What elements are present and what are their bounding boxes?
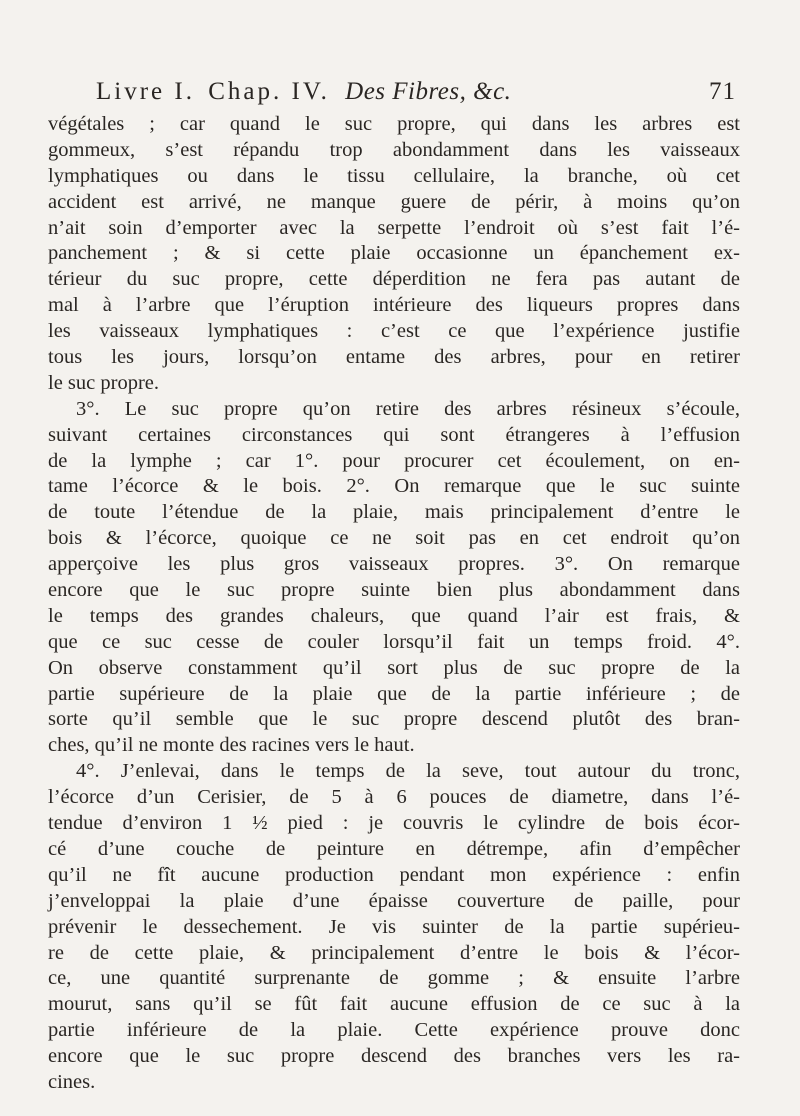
text-line: prévenir le dessechement. Je vis suinter de la partie supérieu-	[48, 915, 740, 938]
text-line: lymphatiques ou dans le tissu cellulaire, la branche, où cet	[48, 164, 740, 187]
text-line: le temps des grandes chaleurs, que quand l’air est frais, &	[48, 604, 740, 627]
text-line: suivant certaines circonstances qui sont étrangeres à l’effusion	[48, 423, 740, 446]
page-number: 71	[709, 78, 736, 105]
text-line: de toute l’étendue de la plaie, mais principalement d’entre le	[48, 501, 740, 524]
text-line: les vaisseaux lymphatiques : c’est ce que l’expérience justifie	[48, 320, 740, 343]
text-line: mal à l’arbre que l’éruption intérieure des liqueurs propres dans	[48, 294, 740, 317]
text-line: mourut, sans qu’il se fût fait aucune effusion de ce suc à la	[48, 993, 740, 1016]
text-line: j’enveloppai la plaie d’une épaisse couverture de paille, pour	[48, 889, 740, 912]
text-line: bois & l’écorce, quoique ce ne soit pas en cet endroit qu’on	[48, 527, 740, 550]
text-line: sorte qu’il semble que le suc propre descend plutôt des bran-	[48, 708, 740, 731]
text-line: cines.	[48, 1070, 96, 1093]
running-head	[96, 78, 736, 108]
text-line: cé d’une couche de peinture en détrempe, afin d’empêcher	[48, 837, 740, 860]
text-line: accident est arrivé, ne manque guere de périr, à moins qu’on	[48, 190, 740, 213]
chapter-label: Chap. IV.	[208, 78, 330, 105]
text-line: encore que le suc propre descend des branches vers les ra-	[48, 1045, 740, 1068]
text-line: partie supérieure de la plaie que de la partie inférieure ; de	[48, 682, 740, 705]
text-line: apperçoive les plus gros vaisseaux propres. 3°. On remarque	[48, 553, 740, 576]
body-text	[48, 112, 740, 1096]
text-line: gommeux, s’est répandu trop abondamment dans les vaisseaux	[48, 138, 740, 161]
book-label: Livre I.	[96, 78, 195, 105]
text-line: l’écorce d’un Cerisier, de 5 à 6 pouces de diametre, dans l’é-	[48, 786, 740, 809]
text-line: térieur du suc propre, cette déperdition ne fera pas autant de	[48, 268, 740, 291]
text-line: tame l’écorce & le bois. 2°. On remarque que le suc suinte	[48, 475, 740, 498]
text-line: n’ait soin d’emporter avec la serpette l’endroit où s’est fait l’é-	[48, 216, 740, 239]
text-line: qu’il ne fît aucune production pendant mon expérience : enfin	[48, 863, 740, 886]
text-line: végétales ; car quand le suc propre, qui dans les arbres est	[48, 113, 740, 135]
text-line: panchement ; & si cette plaie occasionne un épanchement ex-	[48, 242, 740, 265]
text-line: tendue d’environ 1 ½ pied : je couvris le cylindre de bois écor-	[48, 812, 740, 835]
chapter-subject: Des Fibres, &c.	[345, 78, 512, 105]
text-line: ce, une quantité surprenante de gomme ; & ensuite l’arbre	[48, 967, 740, 990]
text-line: On observe constamment qu’il sort plus de suc propre de la	[48, 656, 740, 679]
text-line: 4°. J’enlevai, dans le temps de la seve, tout autour du tronc,	[76, 760, 740, 783]
text-line: le suc propre.	[48, 371, 159, 394]
text-line: re de cette plaie, & principalement d’entre le bois & l’écor-	[48, 941, 740, 964]
text-line: de la lymphe ; car 1°. pour procurer cet écoulement, on en-	[48, 449, 740, 472]
text-line: tous les jours, lorsqu’on entame des arbres, pour en retirer	[48, 346, 740, 369]
text-line: encore que le suc propre suinte bien plus abondamment dans	[48, 579, 740, 602]
text-line: 3°. Le suc propre qu’on retire des arbres résineux s’écoule,	[76, 397, 740, 420]
text-line: que ce suc cesse de couler lorsqu’il fait un temps froid. 4°.	[48, 630, 740, 653]
text-line: partie inférieure de la plaie. Cette expérience prouve donc	[48, 1019, 740, 1042]
text-line: ches, qu’il ne monte des racines vers le haut.	[48, 734, 415, 757]
